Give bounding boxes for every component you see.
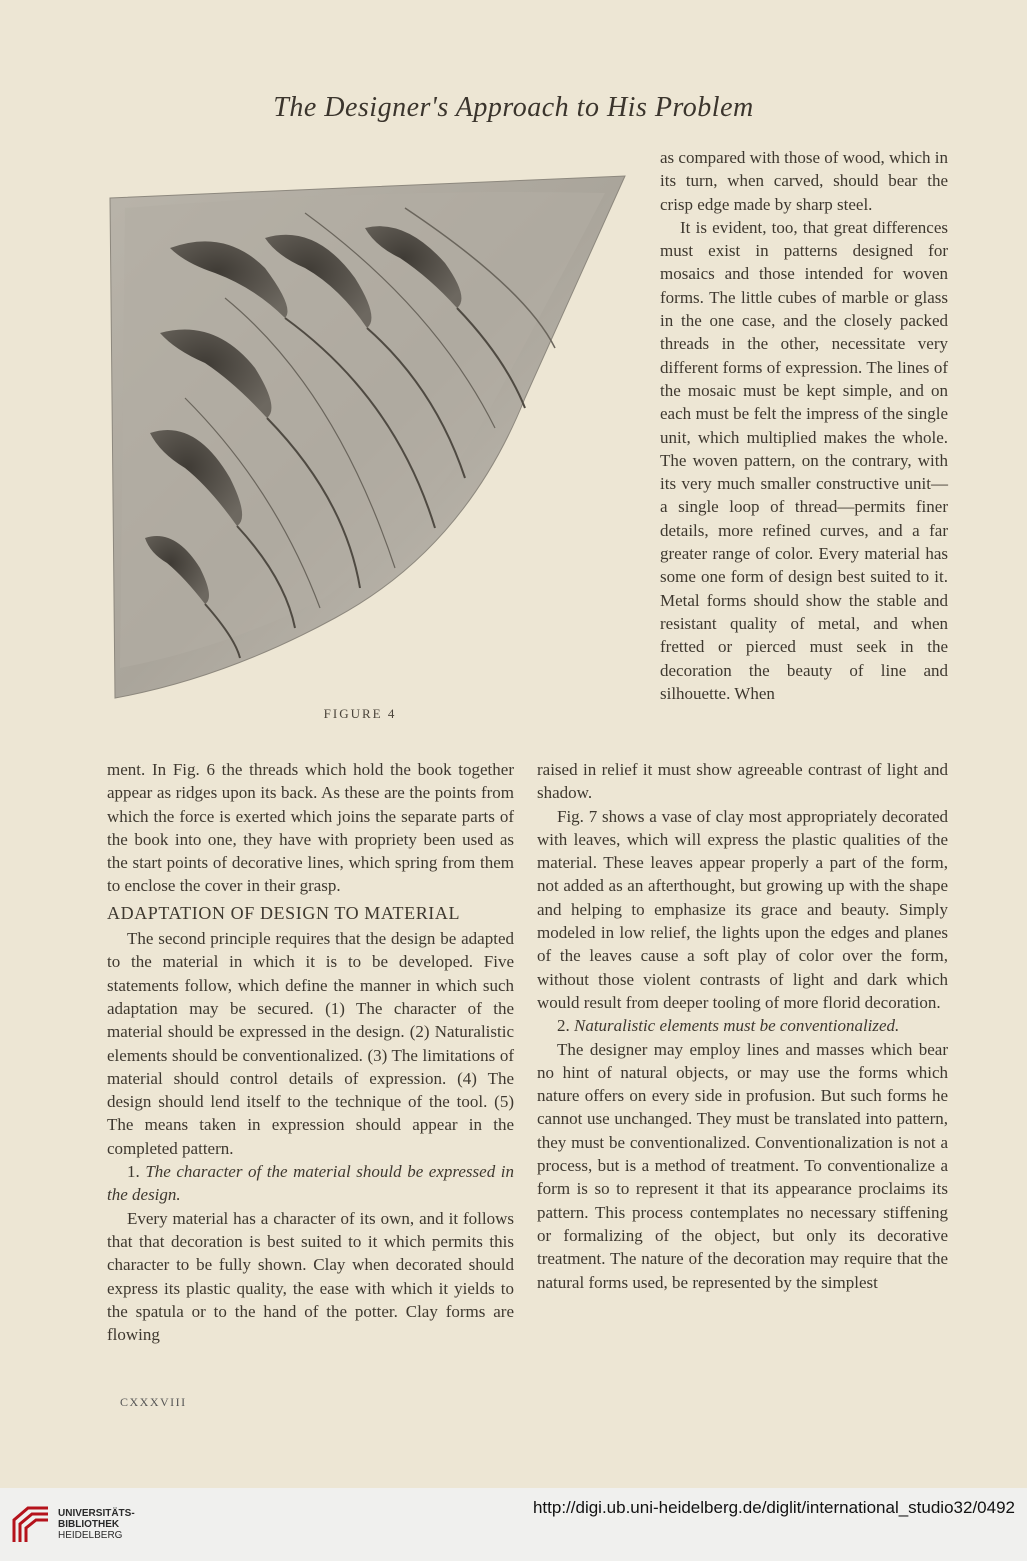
principle-title: The character of the material should be expressed in the design.	[107, 1162, 514, 1205]
principle-number: 2.	[557, 1016, 570, 1036]
paragraph: as compared with those of wood, which in its turn, when carved, should bear the crisp edge made by sharp steel.	[660, 148, 948, 214]
library-logo-icon[interactable]	[8, 1502, 54, 1548]
source-url-link[interactable]: http://digi.ub.uni-heidelberg.de/diglit/international_studio32/0492	[532, 1498, 1015, 1517]
library-name	[58, 1508, 135, 1541]
left-column	[107, 758, 514, 1346]
library-name-line: HEIDELBERG	[58, 1530, 123, 1541]
principle-heading	[107, 1160, 514, 1207]
paragraph: The second principle requires that the design be adapted to the material in which it is to be developed. Five statements follow, which define the manner in which such adaptation may be secured. (1) The character of the material should be expressed in the design. (2) Naturalistic elements should be conventionalized. (3) The limitations of material should control details of expression. (4) The design should lend itself to the technique of the tool. (5) The means taken in expression should appear in the completed pattern.	[107, 929, 514, 1158]
paragraph: Every material has a character of its own, and it follows that that decoration is best suited to it which permits this character to be fully shown. Clay when decorated should express its plastic quality, the ease with which it yields to the spatula or to the hand of the potter. Clay forms are flowing	[107, 1208, 514, 1345]
figure-caption: FIGURE 4	[323, 706, 397, 721]
right-column-bottom	[537, 758, 948, 1294]
paragraph: raised in relief it must show agreeable contrast of light and shadow.	[537, 760, 948, 803]
figure-4-relief-carving	[105, 168, 645, 708]
paragraph: The designer may employ lines and masses which bear no hint of natural objects, or may use the forms which nature offers on every side in profusion. But such forms he cannot use unchanged. They must be translated into pattern, they must be conventionalized. Conventionalization is not a process, but is a method of treatment. To conventionalize a form is so to represent it that its appearance proclaims its pattern. This process contemplates no necessary stiffening or formalizing of the object, but only its decorative treatment. The nature of the decoration may require that the natural forms used, be represented by the simplest	[537, 1039, 948, 1292]
principle-title: Naturalistic elements must be conventionalized.	[574, 1016, 900, 1036]
paragraph: It is evident, too, that great differences must exist in patterns designed for mosaics and those intended for woven forms. The little cubes of marble or glass in the one case, and the closely packed threads in the other, necessitate very different forms of expression. The lines of the mosaic must be kept simple, and on each must be felt the impress of the single unit, which multiplied makes the whole. The woven pattern, on the contrary, with its very much smaller constructive unit—a single loop of thread—permits finer details, more refined curves, and a far greater range of color. Every material has some one form of design best suited to it. Metal forms should show the stable and resistant quality of metal, and when fretted or pierced must seek in the decoration the beauty of line and silhouette. When	[660, 217, 948, 703]
principle-heading	[537, 1014, 948, 1037]
running-head: The Designer's Approach to His Problem	[273, 92, 754, 123]
library-name-line: BIBLIOTHEK	[58, 1519, 120, 1530]
principle-number: 1.	[127, 1162, 140, 1182]
library-name-line: UNIVERSITÄTS-	[58, 1508, 135, 1519]
paragraph: ment. In Fig. 6 the threads which hold the book together appear as ridges upon its back. As these are the points from which the force is exerted which joins the separate parts of the book into one, they have with propriety been used as the start points of decorative lines, which spring from them to enclose the cover in their grasp.	[107, 760, 514, 896]
paragraph: Fig. 7 shows a vase of clay most appropriately decorated with leaves, which will express the plastic qualities of the material. These leaves appear properly a part of the form, not added as an afterthought, but growing up with the shape and helping to emphasize its grace and beauty. Simply modeled in low relief, the lights upon the edges and planes of the leaves cause a soft play of color over the form, without those violent contrasts of light and dark which would result from deeper tooling of more florid decoration.	[537, 806, 948, 1012]
section-heading: ADAPTATION OF DESIGN TO MATERIAL	[107, 902, 461, 923]
carving-illustration	[105, 168, 645, 708]
library-footer	[0, 1488, 1027, 1561]
right-column-top	[660, 146, 948, 705]
page-number: CXXXVIII	[120, 1395, 187, 1409]
